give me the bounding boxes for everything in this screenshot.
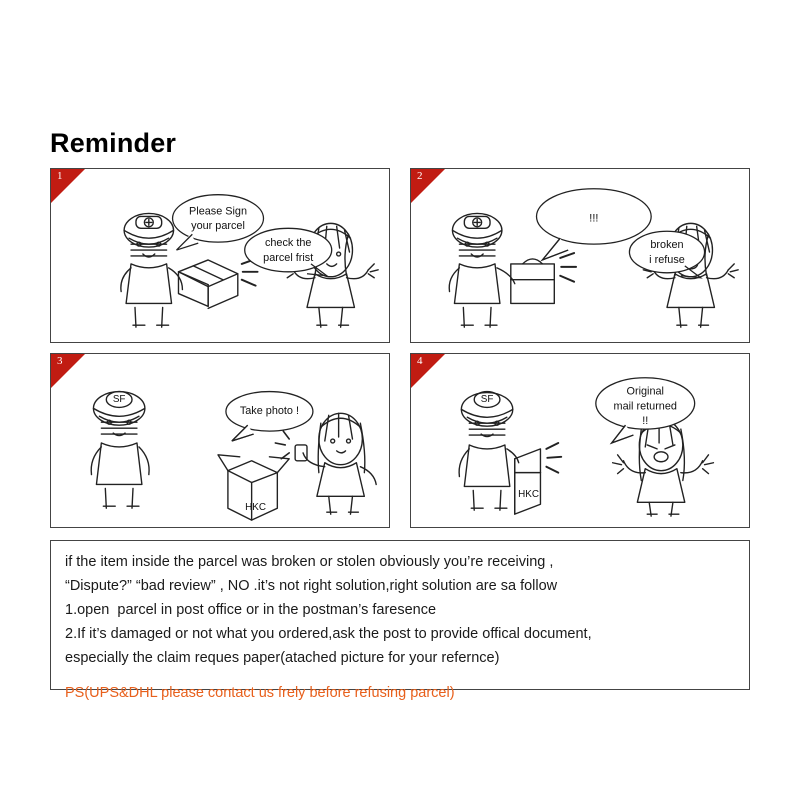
- note-line-1: if the item inside the parcel was broken or stolen obviously you’re receiving ,: [65, 554, 554, 570]
- panel-number-2: 2: [417, 170, 423, 182]
- box-label-4: HKC: [518, 488, 540, 500]
- page-title: Reminder: [50, 128, 177, 158]
- panel-3: [50, 353, 390, 528]
- note-line-2: “Dispute?” “bad review” , NO .it’s not right solution,right solution are sa follow: [65, 578, 558, 594]
- bubble-refuse-line-1: broken: [650, 238, 684, 251]
- bubble-original-line-2: mail returned: [613, 400, 677, 413]
- bubble-1-line-2: your parcel: [191, 220, 245, 233]
- panel-number-1: 1: [57, 170, 63, 182]
- cap-logo-4: SF: [480, 394, 494, 406]
- note-line-4: 2.If it’s damaged or not what you ordered,ask the post to provide offical document,: [65, 626, 592, 642]
- bubble-original-line-1: Original: [626, 385, 664, 398]
- panel-row-bottom: [50, 353, 750, 528]
- panel-4-illustration: [411, 354, 749, 527]
- note-ps: PS(UPS&DHL please contact us frely before refusing parcel): [65, 685, 455, 701]
- panel-2-illustration: [411, 169, 749, 342]
- panel-4: [410, 353, 750, 528]
- note-line-5: especially the claim reques paper(atached picture for your refernce): [65, 650, 500, 666]
- bubble-take-photo: Take photo !: [239, 405, 300, 418]
- note-box: [50, 540, 750, 701]
- panel-1-illustration: [51, 169, 389, 342]
- panel-number-3: 3: [57, 355, 63, 367]
- box-label-3: HKC: [245, 501, 267, 513]
- bubble-original-line-3: !!: [642, 415, 649, 428]
- panel-row-top: [50, 168, 750, 343]
- bubble-exclaim: !!!: [589, 212, 599, 225]
- panel-1: [50, 168, 390, 343]
- panel-number-4: 4: [417, 355, 423, 367]
- bubble-2-line-2: parcel frist: [263, 251, 314, 264]
- panel-grid: [50, 168, 750, 538]
- bubble-2-line-1: check the: [264, 237, 312, 250]
- bubble-1-line-1: Please Sign: [189, 205, 248, 218]
- note-line-3: 1.open parcel in post office or in the postman’s faresence: [65, 602, 437, 618]
- panel-3-illustration: [51, 354, 389, 527]
- bubble-refuse-line-2: i refuse: [649, 253, 685, 266]
- cap-logo-3: SF: [112, 394, 126, 406]
- panel-2: [410, 168, 750, 343]
